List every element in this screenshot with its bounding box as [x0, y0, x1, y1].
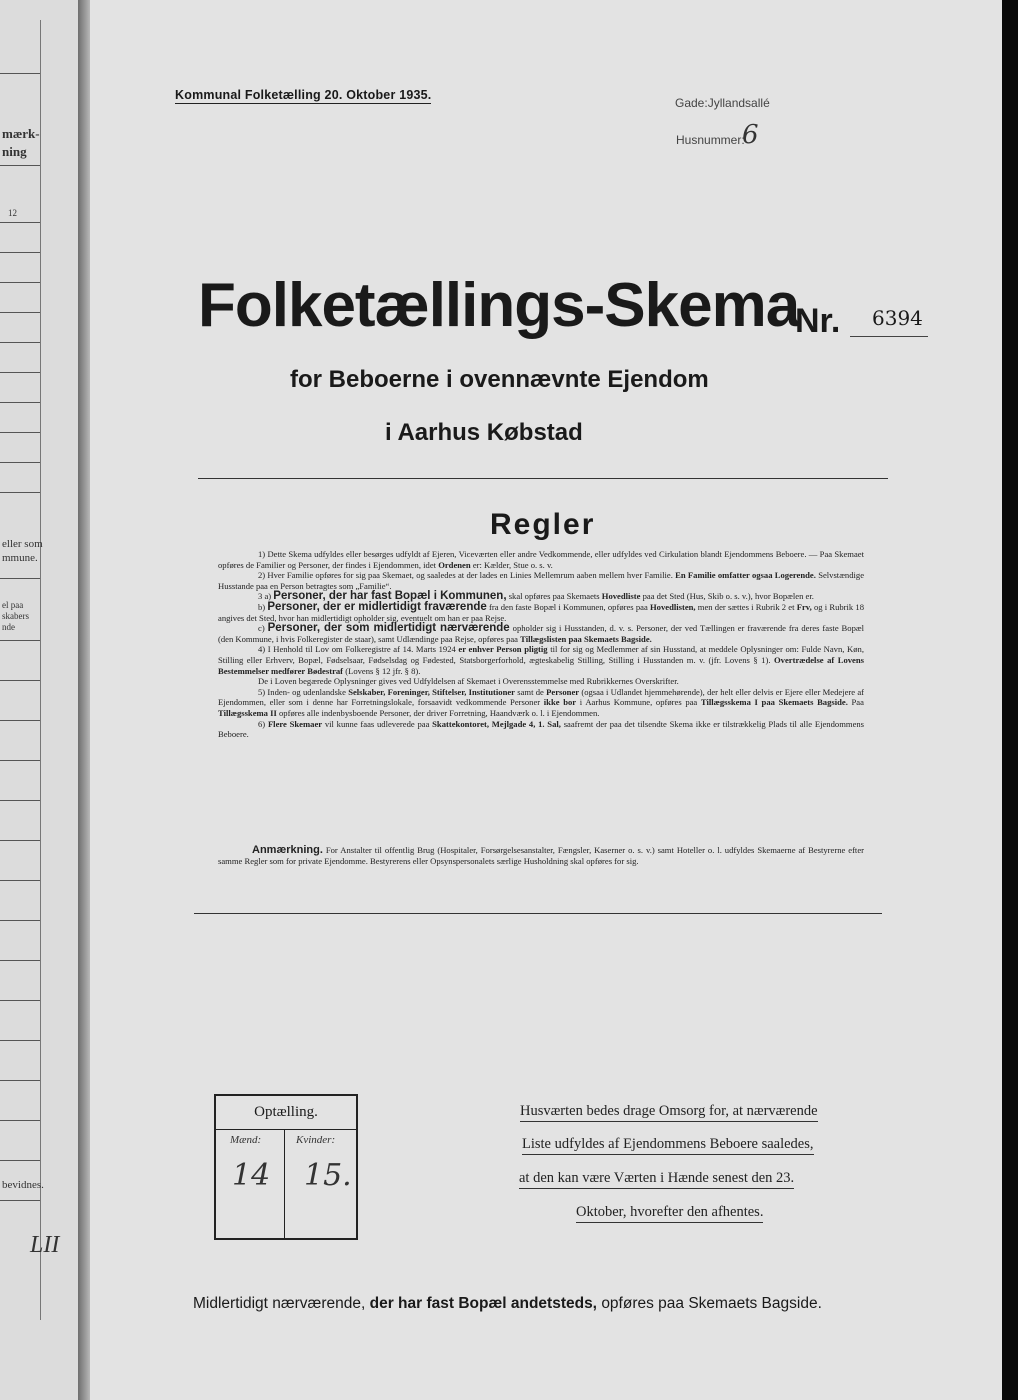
census-header: Kommunal Folketælling 20. Oktober 1935. [175, 88, 432, 102]
rule-4: 4) I Henhold til Lov om Folkeregistre af 14. Marts 1924 er enhver Person pligtig til for sig og Medlemmer af sin Husstand, at meddele Oplysninger om: Fulde Navn, Køn, Stilling eller Erhverv, Bopæl, Fødselsaar, Fødselsdag og Fødested, Statsborgerforhold, ægteskabelig Stilling, Stilling i Husstanden m. v. (jfr. Lovens § 1). Overtrædelse af Lovens Bestemmelser medfører Bødestraf (Lovens § 12 jfr. § 8). [218, 644, 864, 676]
left-handwriting: LII [30, 1232, 60, 1258]
rule-5: 5) Inden- og udenlandske Selskaber, Foreninger, Stiftelser, Institutioner samt de Personer (ogsaa i Udlandet hjemmehørende), der helt eller delvis er Ejere eller Medejere af Ejendommen, eller som i denne har Forretningslokale, forsaavidt vedkommende Personer ikke bor i Aarhus Kommune, opføres paa Tillægsskema I paa Skemaets Bagside. Paa Tillægsskema II opføres alle indenbysboende Personer, der driver Forretning, Haandværk o. l. i Ejendommen. [218, 686, 864, 718]
rule-3c: c) Personer, der som midlertidigt nærværende opholder sig i Husstanden, d. v. s. Personer, der ved Tællingen er fraværende fra deres faste Bopæl (den Kommune, i hvis Folkeregister de staar), samt Udlændinge paa Rejse, opføres paa Tillægslisten paa Skemaets Bagside. [218, 622, 864, 644]
footer-part: Midlertidigt nærværende, [193, 1295, 366, 1312]
left-rule [0, 760, 40, 761]
left-rule [0, 1000, 40, 1001]
form-nr-label: Nr. [795, 302, 841, 340]
left-rule [0, 73, 40, 74]
divider [198, 478, 888, 479]
book-gutter [78, 0, 90, 1400]
rule-2: 2) Hver Familie opføres for sig paa Skemaet, og saaledes at der lades en Linies Mellemrum aaben mellem hver Familie. En Familie omfatter ogsaa Logerende. Selvstændige Husstande paa en Person betragtes som „Familie“. [218, 570, 865, 591]
left-rule [0, 342, 40, 343]
form-title: Folketællings-Skema [198, 271, 800, 340]
left-rule [0, 1080, 40, 1081]
street-value: Jyllandsallé [707, 96, 770, 110]
left-rule [0, 432, 40, 433]
women-count: 15. [304, 1158, 352, 1193]
left-vertical-rule [40, 20, 41, 1320]
left-rule [0, 165, 40, 166]
house-number-label: Husnummer: [676, 133, 745, 147]
left-rule [0, 880, 40, 881]
footer-part: opføres paa Skemaets Bagside. [601, 1295, 822, 1312]
left-rule [0, 462, 40, 463]
left-rule [0, 492, 40, 493]
census-form-page [90, 0, 1002, 1400]
left-rule [0, 800, 40, 801]
left-rule [0, 680, 40, 681]
annotation-label: Anmærkning. [252, 844, 323, 856]
street-label: Gade: [675, 96, 708, 110]
left-rule [0, 282, 40, 283]
men-label: Mænd: [230, 1134, 262, 1146]
annotation-note [218, 845, 864, 866]
left-rule [0, 1200, 40, 1201]
right-edge [1002, 0, 1018, 1400]
notice-line: Oktober, hvorefter den afhentes. [576, 1204, 763, 1223]
count-divider [284, 1129, 285, 1238]
form-nr-line [850, 336, 928, 337]
rule-4-extra: De i Loven begærede Oplysninger gives ved Udfyldelsen af Skemaet i Overensstemmelse med Rubrikkernes Overskrifter. [258, 676, 679, 687]
left-rule [0, 372, 40, 373]
street-field [675, 96, 770, 110]
rule-3a: 3 a) Personer, der har fast Bopæl i Kommunen, skal opføres paa Skemaets Hovedliste paa det Sted (Hus, Skib o. s. v.), hvor Bopælen er. [258, 590, 814, 603]
left-fragment: el paa [2, 600, 24, 610]
men-count: 14 [232, 1158, 271, 1193]
annotation-text: For Anstalter til offentlig Brug (Hospitaler, Forsørgelsesanstalter, Fængsler, Kaserner o. s. v.) samt Hoteller o. l. udfyldes Skemaerne af Bestyrerne efter samme Regler som for private Ejendomme. Bestyrerens eller Opsynspersonalets særlige Husholdning skal opføres for sig. [218, 845, 864, 866]
footer-note [193, 1295, 822, 1313]
left-fragment: eller som [2, 538, 43, 550]
rules-text [218, 549, 864, 740]
footer-part-bold: der har fast Bopæl andetsteds, [369, 1295, 597, 1312]
count-heading: Optælling. [216, 1096, 356, 1130]
left-rule [0, 1160, 40, 1161]
left-fragment: nde [2, 622, 15, 632]
form-subtitle-1: for Beboerne i ovennævnte Ejendom [290, 366, 709, 393]
rule-3b: b) Personer, der er midlertidigt fraværende fra den faste Bopæl i Kommunen, opføres paa Hovedlisten, men der sættes i Rubrik 2 et Frv, og i Rubrik 18 angives det Sted, hvor han midlertidigt opholder sig, eventuelt om han er paa Rejse. [218, 600, 865, 623]
house-number-value: 6 [742, 120, 759, 150]
left-rule [0, 222, 40, 223]
rule-1: 1) Dette Skema udfyldes eller besørges udfyldt af Ejeren, Viceværten eller andre Vedkommende, eller udfyldes ved Cirkulation blandt Ejendommens Beboere. — Paa Skemaet opføres de Familier og Personer, der findes i Ejendommen, idet Ordenen er: Kælder, Stue o. s. v. [218, 549, 864, 570]
left-rule [0, 1120, 40, 1121]
notice-line: at den kan være Værten i Hænde senest den 23. [519, 1170, 794, 1189]
left-rule [0, 640, 40, 641]
left-rule [0, 840, 40, 841]
left-fragment: ning [2, 144, 27, 159]
left-fragment: mærk- [2, 126, 40, 141]
rule-6: 6) Flere Skemaer vil kunne faas udleverede paa Skattekontoret, Mejlgade 4, 1. Sal, saafremt der paa det tilsendte Skema ikke er tilstrækkelig Plads til alle Ejendommens Beboere. [218, 718, 865, 740]
left-rule [0, 252, 40, 253]
divider [194, 913, 882, 914]
left-fragment: bevidnes. [2, 1179, 44, 1191]
women-label: Kvinder: [296, 1134, 336, 1146]
left-rule [0, 402, 40, 403]
left-fragment: mmune. [2, 552, 38, 564]
left-fragment: skabers [2, 611, 29, 621]
notice-line: Liste udfyldes af Ejendommens Beboere saaledes, [522, 1136, 814, 1155]
left-rule [0, 720, 40, 721]
left-rule [0, 920, 40, 921]
left-fragment: 12 [8, 208, 17, 218]
left-rule [0, 1040, 40, 1041]
left-rule [0, 578, 40, 579]
form-nr-value: 6394 [872, 306, 923, 330]
rules-heading: Regler [490, 508, 596, 541]
left-rule [0, 312, 40, 313]
notice-line: Husværten bedes drage Omsorg for, at nærværende [520, 1103, 818, 1122]
form-subtitle-2: i Aarhus Købstad [385, 419, 583, 446]
left-facing-page [0, 0, 78, 1400]
left-rule [0, 960, 40, 961]
count-box [214, 1094, 358, 1240]
